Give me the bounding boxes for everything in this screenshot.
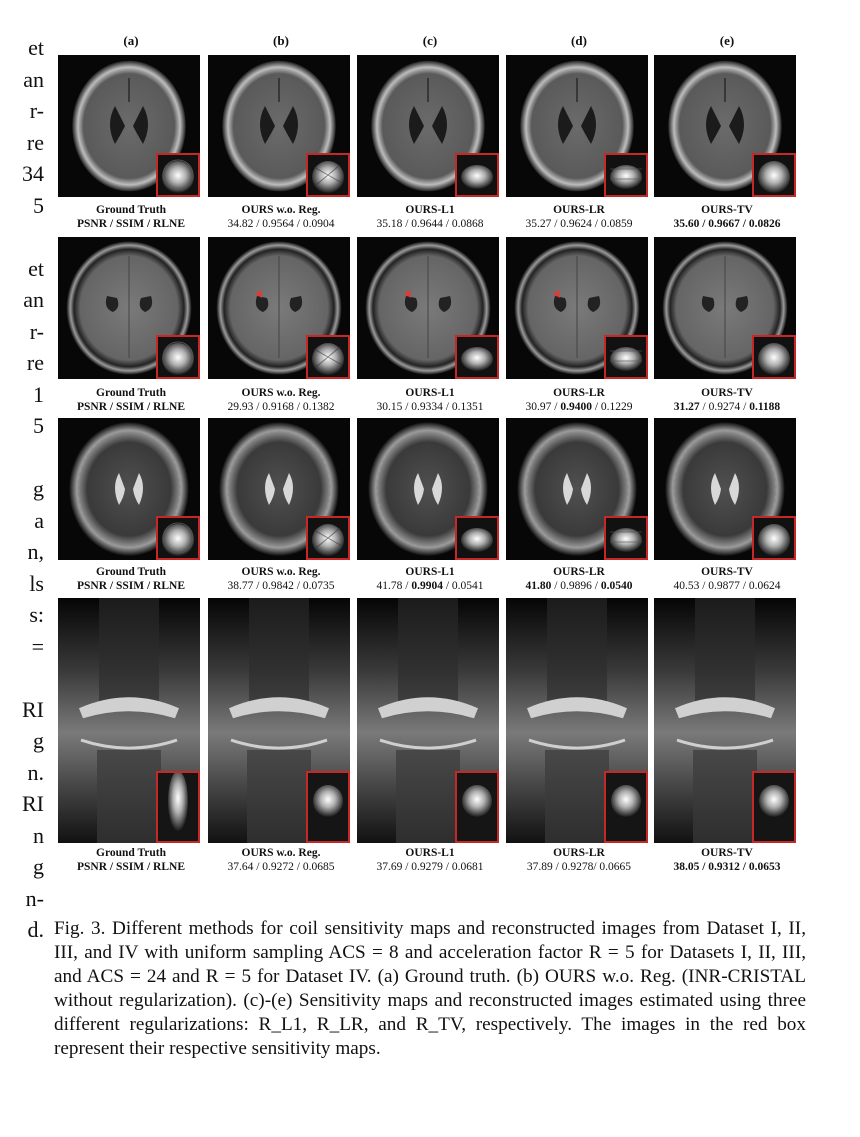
metrics-line: [504, 860, 654, 874]
sensitivity-map-inset: [604, 771, 648, 843]
brain-mri-image: [58, 237, 200, 379]
column-label: (e): [719, 33, 735, 48]
sensitivity-map-inset: [604, 335, 648, 379]
metric-value: 35.60 / 0.9667 / 0.0826: [673, 218, 781, 230]
method-label: OURS w.o. Reg.: [241, 387, 321, 399]
metric-value: 0.9400: [560, 401, 592, 413]
cropped-text-fragment: et: [28, 35, 44, 60]
sensitivity-map-inset: [752, 516, 796, 560]
metric-value: 35.18 / 0.9644 / 0.0868: [376, 218, 484, 230]
cropped-text-fragment: re: [26, 350, 44, 375]
brain-mri-image: [357, 55, 499, 197]
metric-value: PSNR / SSIM / RLNE: [77, 580, 185, 592]
panel-caption: [56, 203, 206, 231]
cropped-text-fragment: n-: [25, 885, 44, 911]
sensitivity-map-inset: [156, 516, 200, 560]
sensitivity-map-inset: [604, 153, 648, 197]
method-label: Ground Truth: [96, 847, 166, 859]
metric-value: 0.1188: [749, 401, 781, 413]
metrics-line: [504, 400, 654, 414]
metrics-line: [206, 400, 356, 414]
sensitivity-map-inset: [306, 516, 350, 560]
panel-caption: [206, 386, 356, 414]
method-label: OURS-LR: [553, 566, 605, 578]
metrics-line: [355, 579, 505, 593]
sensitivity-map-inset: [156, 153, 200, 197]
metric-value: 30.97 /: [525, 401, 561, 413]
panel-caption: [206, 565, 356, 593]
sensitivity-map-inset: [306, 153, 350, 197]
metric-value: 0.9904: [411, 580, 443, 592]
brain-mri-image: [208, 55, 350, 197]
panel-caption: [652, 386, 802, 414]
brain-mri-image: [58, 418, 200, 560]
method-label: OURS-LR: [553, 387, 605, 399]
sensitivity-map-inset: [455, 335, 499, 379]
knee-mri-image: [654, 598, 796, 843]
brain-mri-image: [654, 418, 796, 560]
cropped-text-fragment: RI: [22, 696, 44, 722]
method-label: OURS-L1: [405, 566, 455, 578]
metric-value: 35.27 / 0.9624 / 0.0859: [525, 218, 633, 230]
cropped-left-text-column: [0, 0, 48, 940]
metric-value: / 0.1229: [591, 401, 633, 413]
cropped-text-fragment: 34: [22, 161, 44, 186]
panel-caption: [652, 846, 802, 874]
method-label: OURS-LR: [553, 204, 605, 216]
cropped-text-fragment: g: [33, 728, 44, 753]
cropped-text-fragment: d.: [27, 917, 44, 942]
metrics-line: [652, 217, 802, 231]
metric-value: 41.78 /: [376, 580, 412, 592]
method-label: Ground Truth: [96, 566, 166, 578]
metric-value: 34.82 / 0.9564 / 0.0904: [227, 218, 335, 230]
metric-value: 29.93 / 0.9168 / 0.1382: [227, 401, 335, 413]
cropped-text-fragment: ls: [29, 570, 44, 596]
brain-mri-image: [208, 237, 350, 379]
panel-caption: [206, 203, 356, 231]
metric-value: 41.80: [525, 580, 552, 592]
method-label: OURS-TV: [701, 566, 753, 578]
brain-mri-image: [208, 418, 350, 560]
figure-caption: Fig. 3. Different methods for coil sensitivity maps and reconstructed images from Dataset I, II, III, and IV with uniform sampling ACS = 8 and acceleration factor R = 5 for Datasets I, II, III, and ACS = 24 and R = 5 for Dataset IV. (a) Ground truth. (b) OURS w.o. Reg. (INR-CRISTAL without regularization). (c)-(e) Sensitivity maps and reconstructed images estimated using three different regularizations: R_L1, R_LR, and R_TV, respectively. The images in the red box represent their respective sensitivity maps.: [54, 918, 806, 1059]
sensitivity-map-inset: [455, 516, 499, 560]
brain-mri-image: [58, 55, 200, 197]
sensitivity-map-inset: [156, 335, 200, 379]
sensitivity-map-inset: [455, 771, 499, 843]
panel-caption: [355, 846, 505, 874]
cropped-text-fragment: a: [34, 507, 44, 533]
sensitivity-map-inset: [752, 153, 796, 197]
metric-value: 37.69 / 0.9279 / 0.0681: [376, 861, 484, 873]
metrics-line: [355, 860, 505, 874]
cropped-text-fragment: n: [33, 822, 44, 848]
cropped-text-fragment: 5: [33, 192, 44, 218]
metrics-line: [652, 860, 802, 874]
metric-value: 40.53 / 0.9877 / 0.0624: [673, 580, 781, 592]
metrics-line: [206, 217, 356, 231]
panel-caption: [206, 846, 356, 874]
metric-value: 38.77 / 0.9842 / 0.0735: [227, 580, 335, 592]
cropped-text-fragment: RI: [22, 791, 44, 816]
panel-caption: [355, 565, 505, 593]
metrics-line: [56, 400, 206, 414]
metrics-line: [504, 579, 654, 593]
panel-caption: [355, 203, 505, 231]
knee-mri-image: [506, 598, 648, 843]
cropped-text-fragment: n.: [27, 759, 44, 785]
metric-value: / 0.9896 /: [551, 580, 601, 592]
cropped-text-fragment: =: [31, 633, 44, 659]
metric-value: PSNR / SSIM / RLNE: [77, 218, 185, 230]
metrics-line: [206, 860, 356, 874]
method-label: OURS-LR: [553, 847, 605, 859]
metric-value: PSNR / SSIM / RLNE: [77, 861, 185, 873]
metric-value: / 0.0541: [442, 580, 484, 592]
panel-caption: [504, 846, 654, 874]
brain-mri-image: [357, 237, 499, 379]
metric-value: 37.64 / 0.9272 / 0.0685: [227, 861, 335, 873]
panel-caption: [652, 203, 802, 231]
metric-value: / 0.9274 /: [699, 401, 750, 413]
method-label: OURS-L1: [405, 387, 455, 399]
column-label: (a): [123, 33, 139, 48]
sensitivity-map-inset: [752, 335, 796, 379]
method-label: OURS w.o. Reg.: [241, 847, 321, 859]
metrics-line: [355, 217, 505, 231]
cropped-text-fragment: 1: [33, 381, 44, 407]
cropped-text-fragment: 5: [33, 413, 44, 438]
column-label: (c): [422, 33, 438, 48]
panel-caption: [652, 565, 802, 593]
sensitivity-map-inset: [306, 335, 350, 379]
metric-value: PSNR / SSIM / RLNE: [77, 401, 185, 413]
cropped-text-fragment: g: [33, 476, 44, 501]
metric-value: 0.0540: [600, 580, 633, 592]
knee-mri-image: [58, 598, 200, 843]
metrics-line: [56, 579, 206, 593]
metrics-line: [652, 579, 802, 593]
metric-value: 38.05 / 0.9312 / 0.0653: [673, 861, 781, 873]
method-label: OURS-L1: [405, 204, 455, 216]
sensitivity-map-inset: [455, 153, 499, 197]
cropped-text-fragment: s:: [29, 602, 44, 627]
metrics-line: [355, 400, 505, 414]
metrics-line: [56, 217, 206, 231]
metric-value: 30.15 / 0.9334 / 0.1351: [376, 401, 484, 413]
metric-value: 31.27: [673, 401, 700, 413]
panel-caption: [504, 203, 654, 231]
panel-caption: [56, 386, 206, 414]
sensitivity-map-inset: [604, 516, 648, 560]
knee-mri-image: [208, 598, 350, 843]
panel-caption: [355, 386, 505, 414]
sensitivity-map-inset: [156, 771, 200, 843]
panel-caption: [56, 565, 206, 593]
brain-mri-image: [654, 55, 796, 197]
cropped-text-fragment: n,: [27, 539, 44, 564]
metrics-line: [504, 217, 654, 231]
panel-caption: [504, 386, 654, 414]
cropped-text-fragment: an: [23, 287, 44, 312]
column-label: (b): [273, 33, 289, 48]
cropped-text-fragment: r-: [29, 318, 44, 344]
cropped-text-fragment: r-: [29, 98, 44, 123]
method-label: OURS-TV: [701, 387, 753, 399]
method-label: OURS w.o. Reg.: [241, 204, 321, 216]
metrics-line: [56, 860, 206, 874]
brain-mri-image: [357, 418, 499, 560]
method-label: Ground Truth: [96, 204, 166, 216]
cropped-text-fragment: an: [23, 66, 44, 92]
cropped-text-fragment: et: [28, 255, 44, 281]
metric-value: 37.89 / 0.9278/ 0.0665: [526, 861, 632, 873]
metrics-line: [652, 400, 802, 414]
panel-caption: [504, 565, 654, 593]
method-label: OURS w.o. Reg.: [241, 566, 321, 578]
brain-mri-image: [506, 418, 648, 560]
sensitivity-map-inset: [752, 771, 796, 843]
knee-mri-image: [357, 598, 499, 843]
method-label: OURS-L1: [405, 847, 455, 859]
cropped-text-fragment: g: [33, 854, 44, 879]
metrics-line: [206, 579, 356, 593]
method-label: Ground Truth: [96, 387, 166, 399]
column-label: (d): [571, 33, 587, 48]
brain-mri-image: [506, 237, 648, 379]
brain-mri-image: [654, 237, 796, 379]
brain-mri-image: [506, 55, 648, 197]
method-label: OURS-TV: [701, 204, 753, 216]
method-label: OURS-TV: [701, 847, 753, 859]
cropped-text-fragment: re: [26, 129, 44, 155]
sensitivity-map-inset: [306, 771, 350, 843]
panel-caption: [56, 846, 206, 874]
